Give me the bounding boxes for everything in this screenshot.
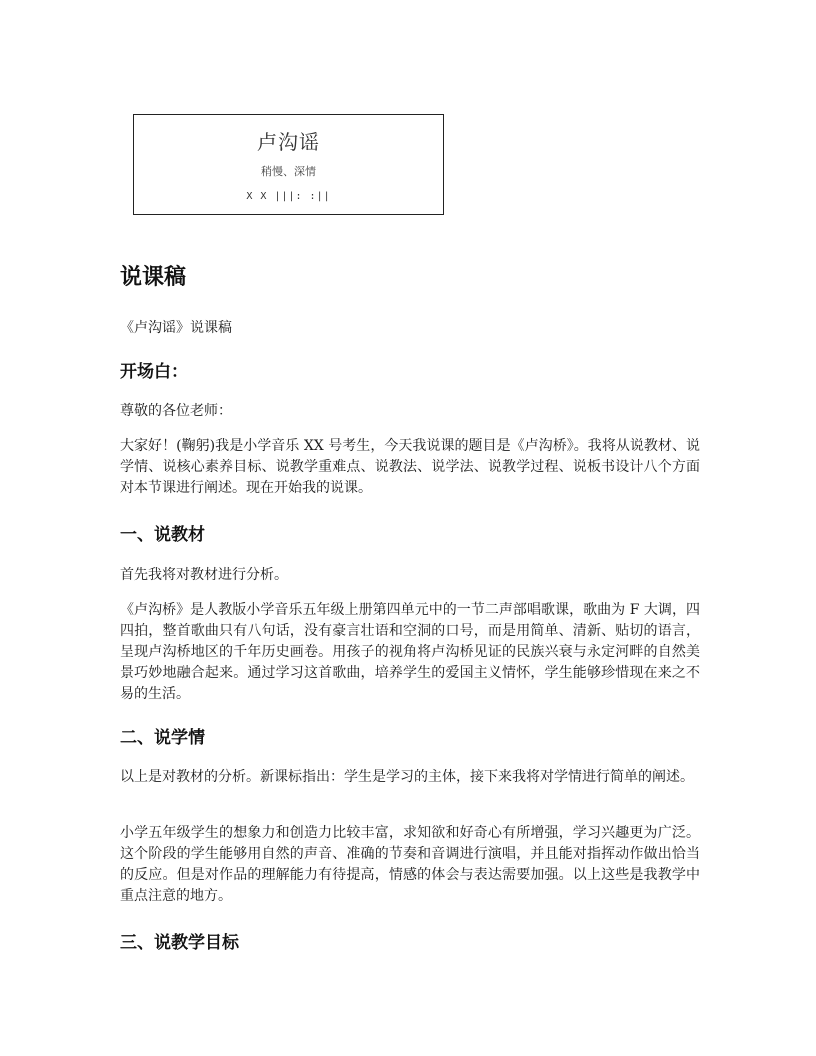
document-title: 说课稿 <box>120 265 187 290</box>
song-title: 卢沟谣 <box>257 130 320 154</box>
section-1-paragraph-1: 首先我将对教材进行分析。 <box>120 567 288 583</box>
tempo-marking: 稍慢、深情 <box>261 165 316 178</box>
section-2-heading: 二、说学情 <box>120 728 205 748</box>
section-2-paragraph-2: 小学五年级学生的想象力和创造力比较丰富，求知欲和好奇心有所增强，学习兴趣更为广泛。这个阶段的学生能够用自然的声音、准确的节奏和音调进行演唱，并且能对指挥动作做出恰当的反应。但是对作品的理解能力有待提高，情感的体会与表达需要加强。以上这些是我教学中重点注意的地方。 <box>120 825 700 904</box>
document-subtitle: 《卢沟谣》说课稿 <box>120 320 232 336</box>
greeting-paragraph: 尊敬的各位老师： <box>120 403 232 419</box>
section-2-paragraph-1: 以上是对教材的分析。新课标指出：学生是学习的主体，接下来我将对学情进行简单的阐述。 <box>120 769 694 785</box>
notation-snippet: X X |||: :|| <box>246 191 331 202</box>
intro-paragraph: 大家好！(鞠躬)我是小学音乐 XX 号考生，今天我说课的题目是《卢沟桥》。我将从说教材、说学情、说核心素养目标、说教学重难点、说教法、说学法、说教学过程、说板书设计八个方面对本节课进行阐述。现在开始我的说课。 <box>120 438 700 496</box>
opening-heading: 开场白： <box>120 362 188 382</box>
sheet-music-thumbnail <box>133 114 444 215</box>
section-1-heading: 一、说教材 <box>120 525 205 545</box>
section-1-paragraph-2: 《卢沟桥》是人教版小学音乐五年级上册第四单元中的一节二声部唱歌课，歌曲为 F 大调，四四拍，整首歌曲只有八句话，没有豪言壮语和空洞的口号，而是用简单、清新、贴切的语言，呈现卢沟桥地区的千年历史画卷。用孩子的视角将卢沟桥见证的民族兴衰与永定河畔的自然美景巧妙地融合起来。通过学习这首歌曲，培养学生的爱国主义情怀，学生能够珍惜现在来之不易的生活。 <box>120 602 700 702</box>
section-3-heading: 三、说教学目标 <box>120 933 239 953</box>
